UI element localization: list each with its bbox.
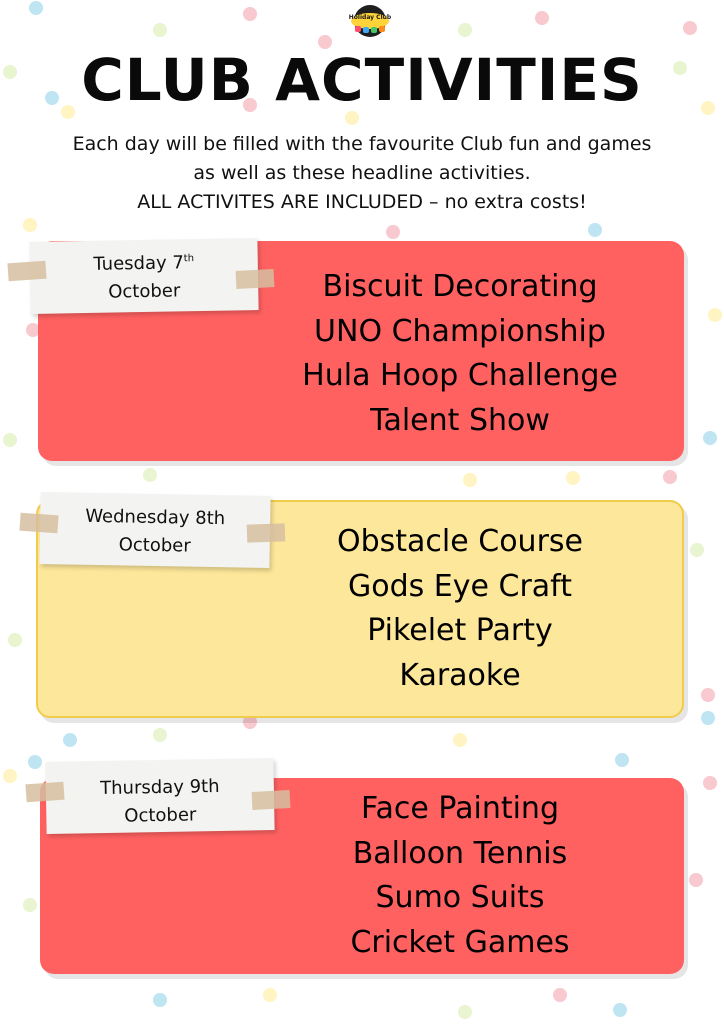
activity-item: Balloon Tennis [352, 835, 568, 871]
activity-item: UNO Championship [314, 313, 606, 349]
activity-item: Gods Eye Craft [348, 568, 572, 604]
activity-item: Talent Show [370, 402, 550, 438]
activity-item: Pikelet Party [367, 613, 553, 648]
thursday-day: Thursday 9th [100, 775, 220, 800]
wednesday-month: October [118, 534, 191, 557]
wednesday-date-label [39, 492, 270, 568]
tuesday-day-suffix: th [183, 253, 195, 265]
activity-item: Cricket Games [350, 924, 570, 960]
tuesday-activity-list [260, 265, 660, 443]
logo-text: Holiday Club [348, 14, 392, 21]
tuesday-day: Tuesday 7 [93, 252, 185, 275]
activity-item: Hula Hoop Challenge [302, 358, 618, 393]
activity-item: Karaoke [399, 657, 521, 693]
intro-line-2: as well as these headline activities. [193, 162, 531, 184]
wednesday-day: Wednesday 8th [85, 505, 226, 530]
intro-text [20, 130, 704, 217]
holiday-club-logo [347, 4, 393, 38]
tape-strip [7, 261, 46, 282]
activity-item: Obstacle Course [337, 524, 583, 559]
intro-line-3: ALL ACTIVITES ARE INCLUDED – no extra costs! [137, 191, 587, 213]
intro-line-1: Each day will be filled with the favourite Club fun and games [72, 133, 652, 155]
tuesday-month: October [108, 280, 181, 303]
tape-strip [25, 782, 64, 803]
tape-strip [19, 513, 58, 534]
thursday-date-label [45, 758, 274, 834]
tuesday-date-label [29, 238, 258, 314]
activity-item: Face Painting [360, 791, 559, 826]
activity-item: Biscuit Decorating [322, 269, 598, 304]
thursday-activity-list [260, 787, 660, 965]
page-title: CLUB ACTIVITIES [81, 46, 643, 114]
thursday-month: October [124, 804, 197, 827]
wednesday-activity-list [260, 520, 660, 698]
activity-item: Sumo Suits [375, 880, 545, 915]
